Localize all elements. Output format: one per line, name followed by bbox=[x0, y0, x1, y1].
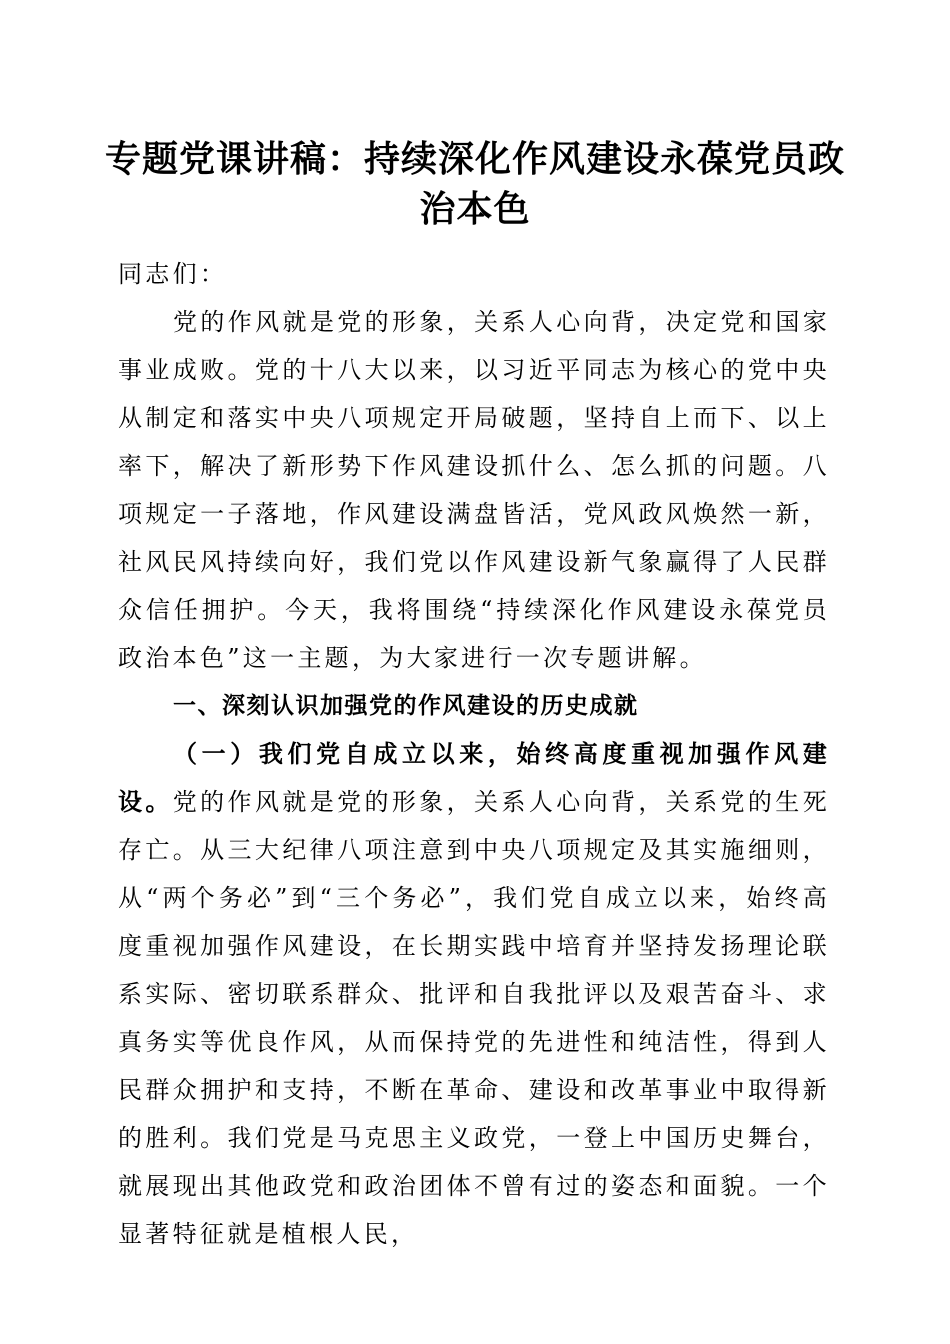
salutation: 同志们： bbox=[118, 260, 228, 288]
document-body bbox=[118, 250, 830, 1258]
subsection-body: 党的作风就是党的形象，关系人心向背，关系党的生死存亡。从三大纪律八项注意到中央八项规定及其实施细则，从“两个务必”到“三个务必”，我们党自成立以来，始终高度重视加强作风建设，在长期实践中培育并坚持发扬理论联系实际、密切联系群众、批评和自我批评以及艰苦奋斗、求真务实等优良作风，从而保持党的先进性和纯洁性，得到人民群众拥护和支持，不断在革命、建设和改革事业中取得新的胜利。我们党是马克思主义政党，一登上中国历史舞台，就展现出其他政党和政治团体不曾有过的姿态和面貌。一个显著特征就是植根人民， bbox=[118, 788, 830, 1248]
subsection-lead: （一）我们党自成立以来，始终高度重视加强作风建设。 bbox=[118, 739, 830, 816]
intro-paragraph: 党的作风就是党的形象，关系人心向背，决定党和国家事业成败。党的十八大以来，以习近平同志为核心的党中央从制定和落实中央八项规定开局破题，坚持自上而下、以上率下，解决了新形势下作风建设抓什么、怎么抓的问题。八项规定一子落地，作风建设满盘皆活，党风政风焕然一新，社风民风持续向好，我们党以作风建设新气象赢得了人民群众信任拥护。今天，我将围绕“持续深化作风建设永葆党员政治本色”这一主题，为大家进行一次专题讲解。 bbox=[118, 308, 830, 672]
subsection-paragraph bbox=[118, 730, 830, 1258]
document-title: 专题党课讲稿：持续深化作风建设永葆党员政治本色 bbox=[104, 139, 845, 230]
section-heading: 一、深刻认识加强党的作风建设的历史成就 bbox=[173, 693, 639, 719]
